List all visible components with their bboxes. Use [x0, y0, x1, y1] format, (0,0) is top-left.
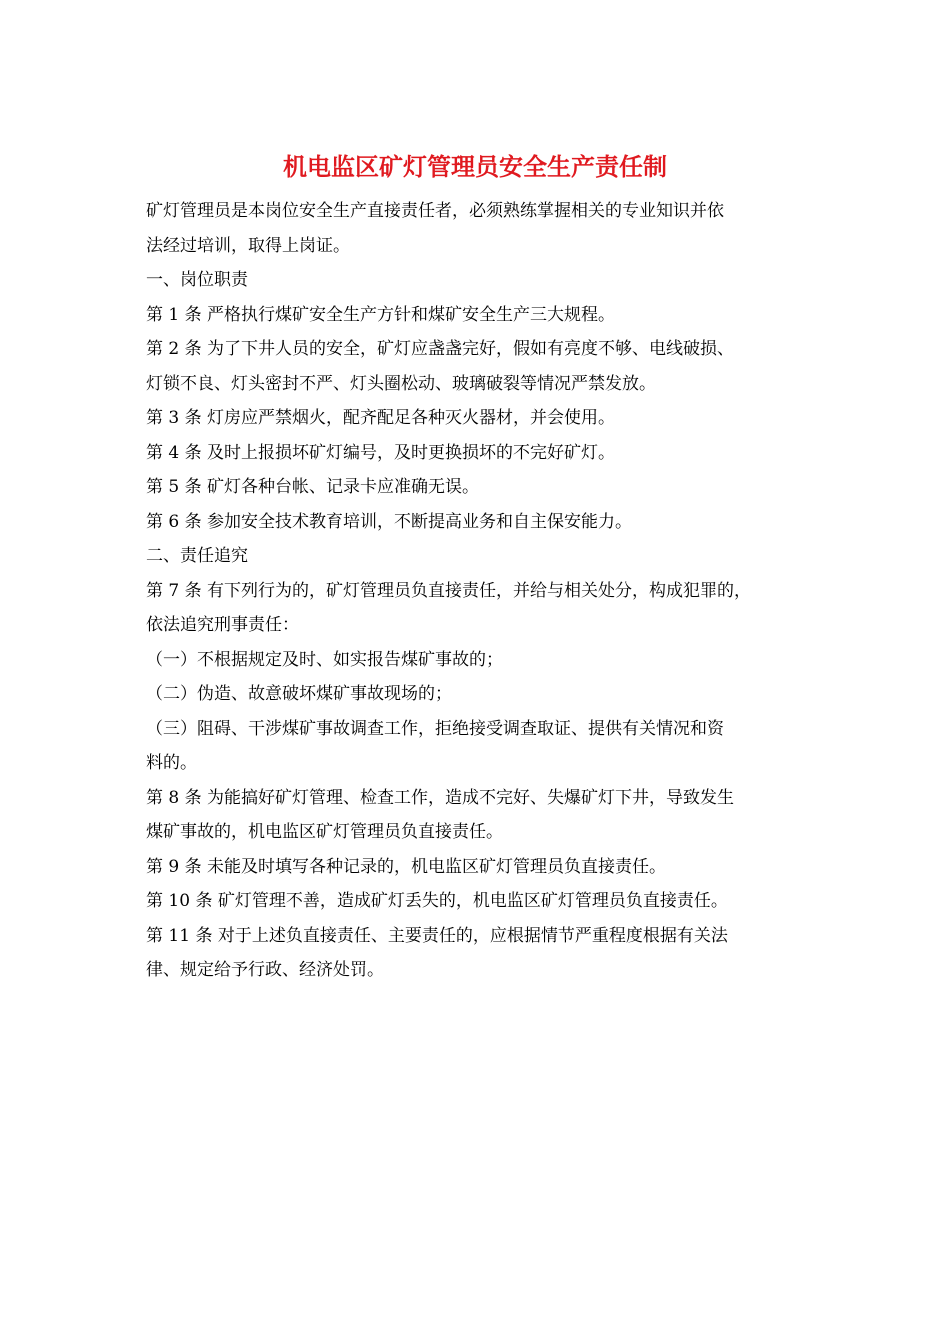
intro-line: 矿灯管理员是本岗位安全生产直接责任者，必须熟练掌握相关的专业知识并依 — [146, 201, 724, 221]
intro-paragraph — [146, 194, 814, 263]
clause-line: （三）阻碍、干涉煤矿事故调查工作，拒绝接受调查取证、提供有关情况和资 — [146, 718, 724, 739]
article-line: 律、规定给予行政、经济处罚。 — [146, 960, 384, 980]
article-10 — [146, 884, 814, 919]
article-2 — [146, 332, 814, 401]
article-line: 灯锁不良、灯头密封不严、灯头圈松动、玻璃破裂等情况严禁发放。 — [146, 373, 656, 394]
article-line: 依法追究刑事责任： — [146, 615, 299, 635]
section-heading-accountability: 二、责任追究 — [146, 546, 248, 566]
article-line: 第 8 条 为能搞好矿灯管理、检查工作，造成不完好、失爆矿灯下井，导致发生 — [146, 787, 735, 808]
article-line: 煤矿事故的，机电监区矿灯管理员负直接责任。 — [146, 822, 503, 842]
article-7 — [146, 574, 814, 643]
article-line: 第 7 条 有下列行为的，矿灯管理员负直接责任，并给与相关处分，构成犯罪的， — [146, 580, 752, 601]
article-8 — [146, 781, 814, 850]
article-line: 第 2 条 为了下井人员的安全，矿灯应盏盏完好，假如有亮度不够、电线破损、 — [146, 339, 735, 359]
clause-1 — [146, 643, 814, 678]
article-3 — [146, 401, 814, 436]
article-11 — [146, 919, 814, 988]
article-1 — [146, 298, 814, 333]
clause-2 — [146, 677, 814, 712]
article-line: 第 1 条 严格执行煤矿安全生产方针和煤矿安全生产三大规程。 — [146, 304, 616, 325]
article-5 — [146, 470, 814, 505]
article-9 — [146, 850, 814, 885]
intro-line: 法经过培训，取得上岗证。 — [146, 235, 350, 256]
article-6 — [146, 505, 814, 540]
article-line: 第 6 条 参加安全技术教育培训，不断提高业务和自主保安能力。 — [146, 511, 633, 532]
article-line: 第 4 条 及时上报损坏矿灯编号，及时更换损坏的不完好矿灯。 — [146, 442, 616, 463]
clause-3 — [146, 712, 814, 781]
article-4 — [146, 436, 814, 471]
article-line: 第 3 条 灯房应严禁烟火，配齐配足各种灭火器材，并会使用。 — [146, 408, 616, 428]
document-body — [146, 194, 814, 988]
article-line: 第 10 条 矿灯管理不善，造成矿灯丢失的，机电监区矿灯管理员负直接责任。 — [146, 891, 728, 911]
section-heading-duties: 一、岗位职责 — [146, 270, 248, 290]
article-line: 第 9 条 未能及时填写各种记录的，机电监区矿灯管理员负直接责任。 — [146, 856, 667, 877]
clause-line: （一）不根据规定及时、如实报告煤矿事故的； — [146, 649, 503, 670]
article-line: 第 5 条 矿灯各种台帐、记录卡应准确无误。 — [146, 477, 480, 497]
document-title: 机电监区矿灯管理员安全生产责任制 — [283, 152, 667, 181]
clause-line: （二）伪造、故意破坏煤矿事故现场的； — [146, 684, 452, 704]
clause-line: 料的。 — [146, 753, 197, 773]
article-line: 第 11 条 对于上述负直接责任、主要责任的，应根据情节严重程度根据有关法 — [146, 925, 728, 946]
